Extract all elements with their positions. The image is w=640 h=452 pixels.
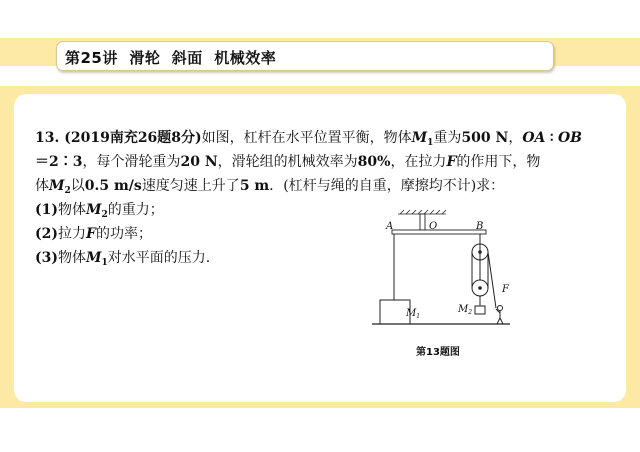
figure-caption: 第13题图 bbox=[416, 347, 460, 358]
var-f: F bbox=[446, 154, 457, 170]
sub-2: 2 bbox=[101, 210, 108, 220]
lever-bar bbox=[392, 230, 486, 234]
text: ，每个滑轮重为 bbox=[82, 154, 181, 170]
text: 以 bbox=[70, 178, 85, 194]
text: 的作用下，物 bbox=[456, 154, 541, 170]
sub-number: (2) bbox=[35, 226, 58, 242]
label-b: B bbox=[476, 221, 484, 232]
question-number: 13. (2019南充26题8分) bbox=[35, 130, 202, 146]
text: 物体 bbox=[58, 202, 86, 218]
block-m2 bbox=[475, 306, 485, 314]
question-line-3 bbox=[35, 174, 605, 198]
sub-number: (3) bbox=[35, 250, 58, 266]
label-o: O bbox=[429, 221, 438, 232]
efficiency: 80% bbox=[357, 154, 391, 170]
var-m2: M bbox=[86, 202, 102, 218]
sub-2: 2 bbox=[64, 186, 71, 196]
lever-pulley-diagram bbox=[370, 208, 530, 338]
lower-pulley bbox=[472, 280, 488, 296]
ceiling-hatch bbox=[398, 210, 446, 214]
text: 物体 bbox=[58, 250, 86, 266]
var-f: F bbox=[86, 226, 96, 242]
label-m1: $M_1$ bbox=[406, 308, 421, 320]
text: 速度匀速上升了 bbox=[141, 178, 240, 194]
page-title: 第25讲 滑轮 斜面 机械效率 bbox=[65, 49, 277, 67]
text: 的重力； bbox=[107, 202, 164, 218]
distance: 5 m bbox=[239, 178, 270, 194]
colon: ∶ bbox=[549, 130, 554, 146]
label-a: A bbox=[386, 221, 394, 232]
var-oa: OA bbox=[522, 130, 546, 146]
sub-number: (1) bbox=[35, 202, 58, 218]
sub-1: 1 bbox=[101, 258, 108, 268]
text: 如图，杠杆在水平位置平衡，物体 bbox=[201, 130, 412, 146]
var-ob: OB bbox=[557, 130, 582, 146]
question-line-1 bbox=[35, 126, 605, 150]
text: ， bbox=[508, 130, 523, 146]
text: ．(杠杆与绳的自重，摩擦均不计)求： bbox=[269, 178, 505, 194]
text: 重为 bbox=[433, 130, 462, 146]
text: 拉力 bbox=[58, 226, 86, 242]
pulley-weight: 20 N bbox=[180, 154, 218, 170]
person-icon bbox=[496, 306, 503, 325]
var-m2: M bbox=[49, 178, 65, 194]
label-f: F bbox=[502, 284, 509, 295]
question-line-2 bbox=[35, 150, 605, 174]
text: ，滑轮组的机械效率为 bbox=[217, 154, 358, 170]
ratio: ＝2∶3 bbox=[35, 154, 83, 170]
label-m2: $M_2$ bbox=[458, 304, 473, 316]
speed: 0.5 m/s bbox=[84, 178, 142, 194]
var-m1: M bbox=[86, 250, 102, 266]
text: ，在拉力 bbox=[390, 154, 447, 170]
var-m1: M bbox=[411, 130, 428, 146]
title-box bbox=[56, 41, 554, 71]
text: 的功率； bbox=[95, 226, 152, 242]
value-weight: 500 N bbox=[461, 130, 509, 146]
text: 对水平面的压力. bbox=[107, 250, 211, 266]
sub-1: 1 bbox=[427, 138, 434, 148]
text: 体 bbox=[35, 178, 49, 194]
pivot-support bbox=[420, 214, 425, 230]
